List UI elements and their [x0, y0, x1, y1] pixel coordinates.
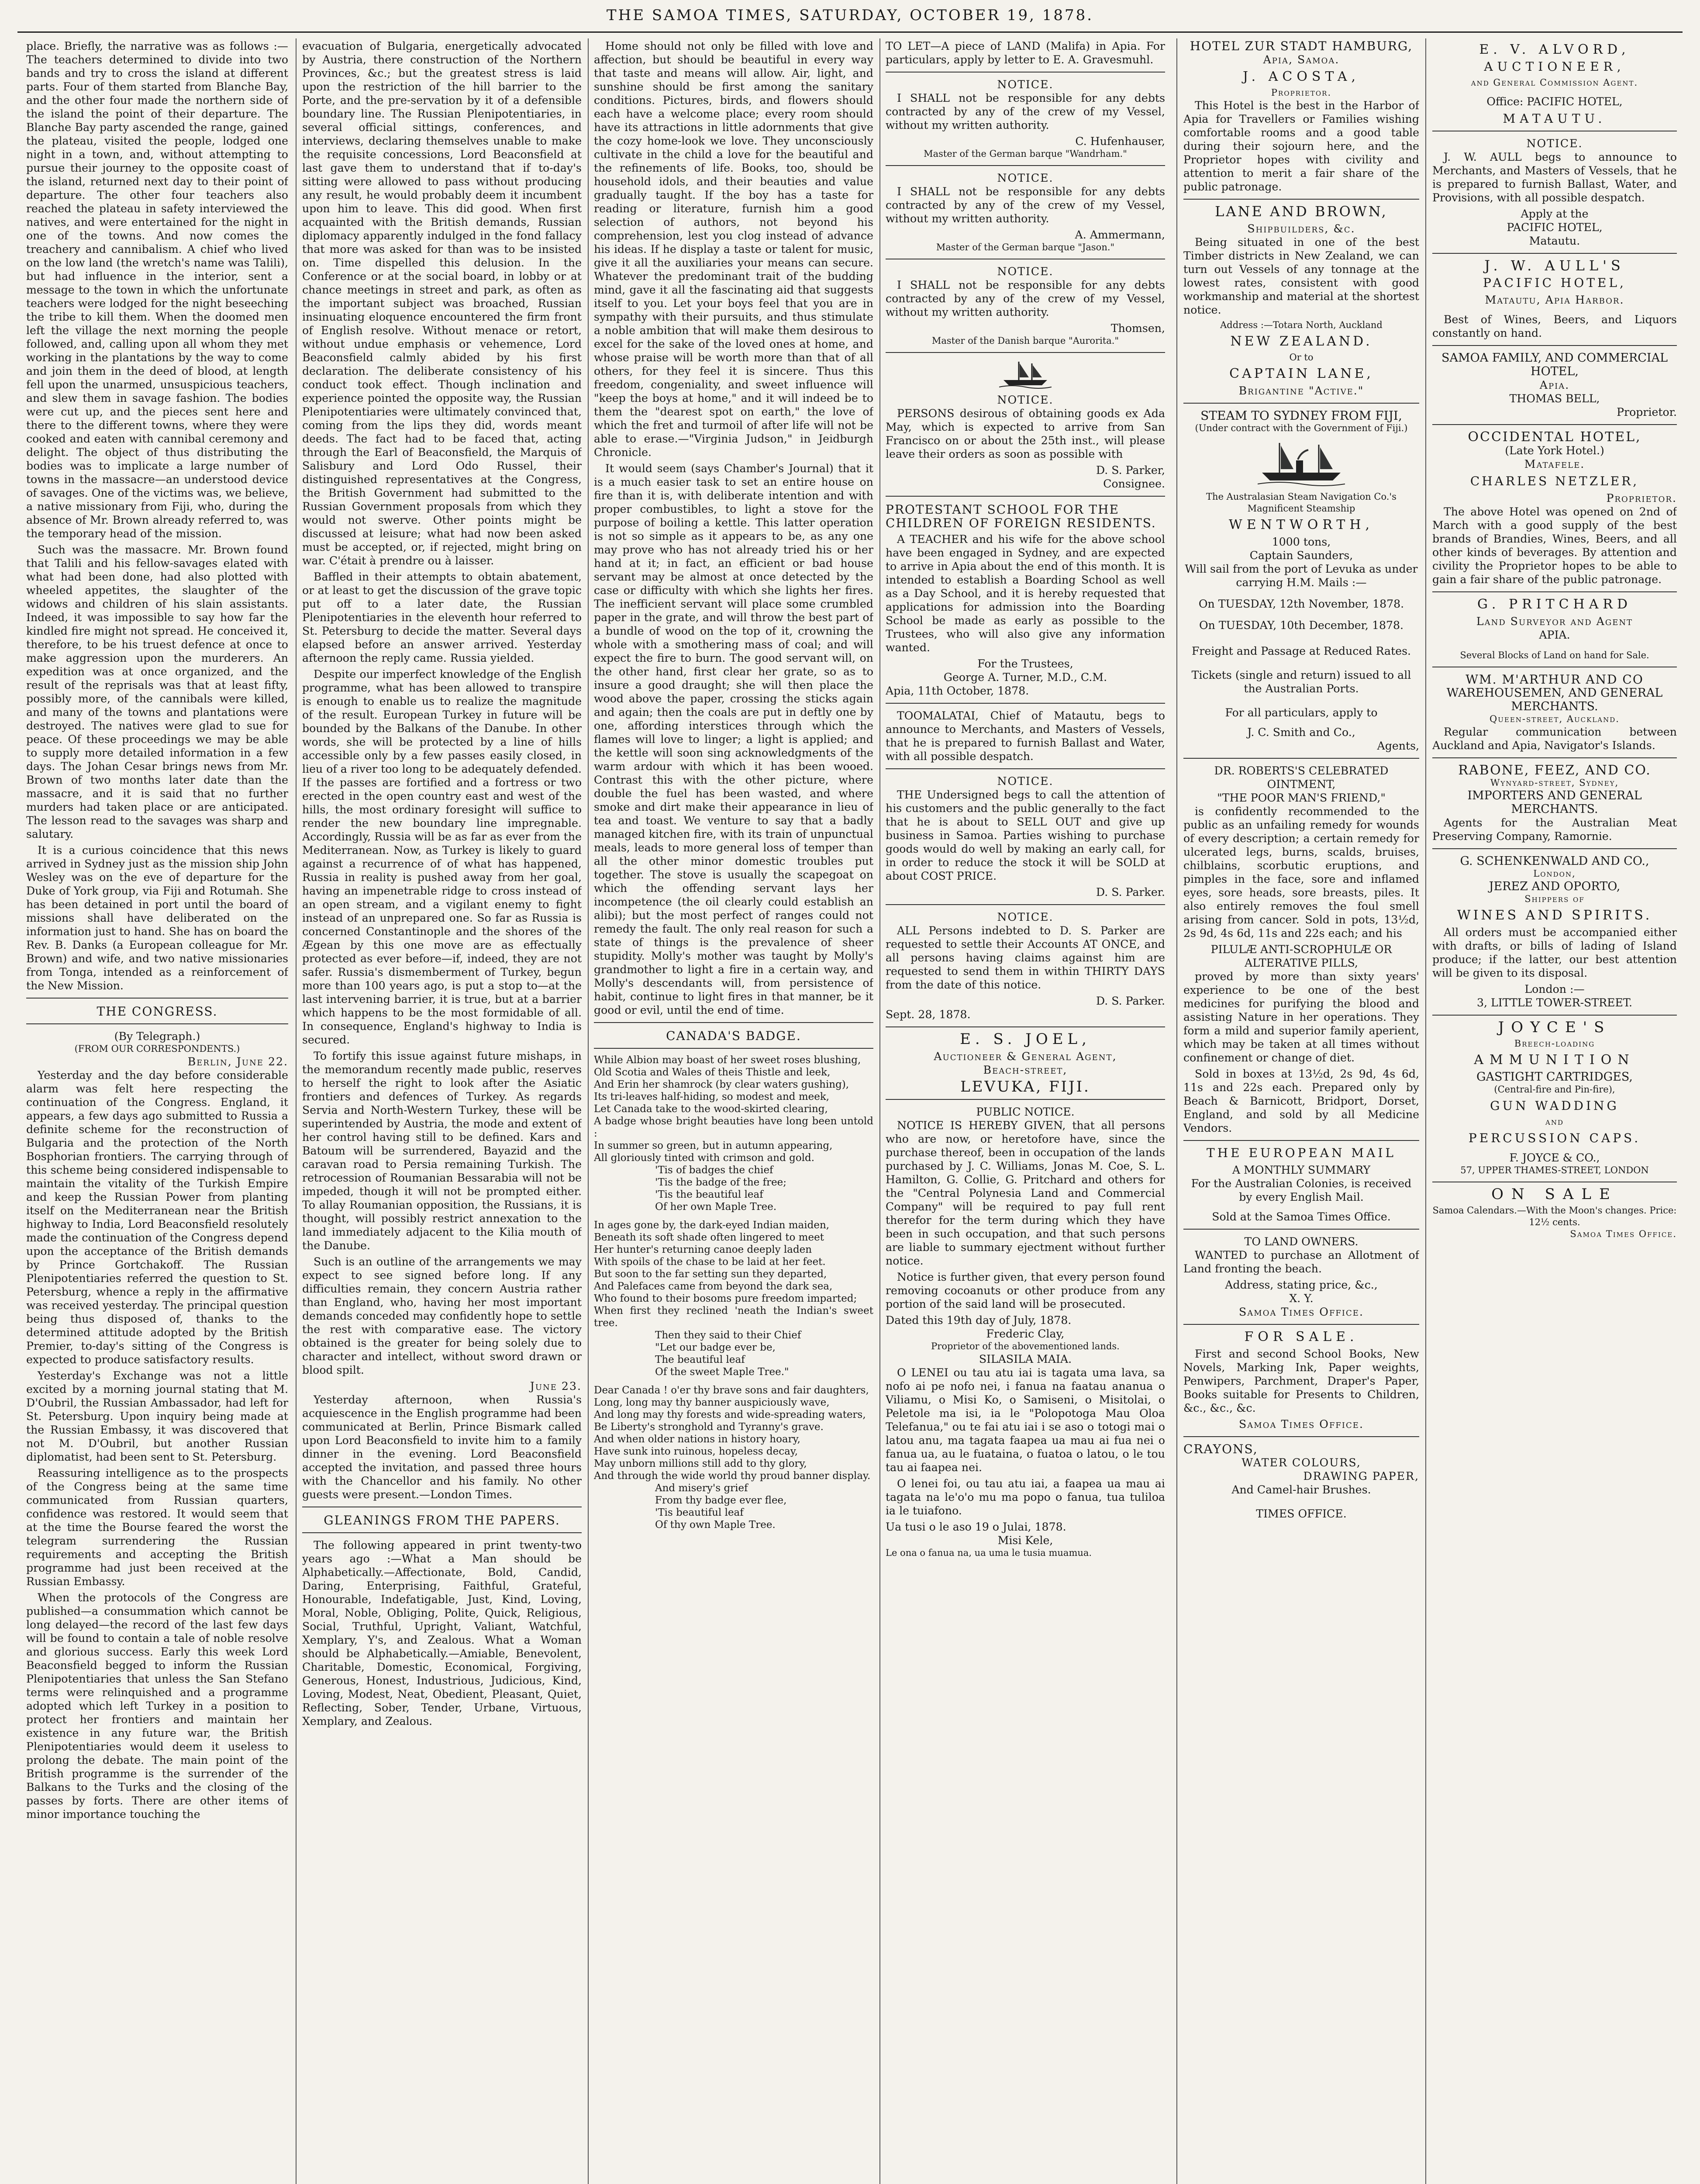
notice-signature: D. S. Parker.	[1096, 886, 1165, 898]
poem-line: "Let our badge ever be,	[655, 1342, 776, 1353]
notice-text: I SHALL not be responsible for any debts contracted by any of the crew of my Vessel, without my written authority.	[886, 92, 1165, 131]
samoa-hotel-owner: THOMAS BELL,	[1509, 392, 1600, 405]
poem-line: Be Liberty's stronghold and Tyranny's grave.	[594, 1421, 824, 1433]
ad-rule	[1432, 848, 1677, 849]
poem-line: The beautiful leaf	[655, 1354, 745, 1365]
samoan-date: Ua tusi o le aso 19 o Julai, 1878.	[886, 1521, 1066, 1533]
article-paragraph: Yesterday's Exchange was not a little excited by a morning journal stating that M. D'Oubril, the Russian Ambassador, had left for St. Petersburg. Upon inquiry being made at the Russian Embassy, it was discovered that not M. D'Oubril, but another Russian diplomatist, had been sent to St. Petersburg.	[26, 1369, 288, 1463]
ad-rule	[886, 703, 1165, 704]
article-paragraph: place. Briefly, the narrative was as follows :—The teachers determined to divide into two bands and try to cross the island at different parts. Four of them started from Blanche Bay, and the other four made the northern side of the island the point of their departure. The Blanche Bay party ascended the range, gained the plateau, visited the people, lodged one night in a town, and, without attempting to pursue their journey to the opposite coast of the island, returned next day to their point of departure. The other four teachers also reached the plateau in safety interviewed the natives, and were entertained for the night in one of the towns. And now comes the treachery and cannibalism. A chief who lived on the low land (the wretch's name was Talili), but had influence in the interior, sent a message to the town in which the unfortunate teachers were lodged for the night beseeching the tribe to kill them. When the doomed men left the village the next morning the people followed, and, calling upon all whom they met working in the plantations by the way to come and join them in the deed of blood, at length fell upon the unarmed, unsuspicious teachers, and slew them in savage fashion. The bodies were cut up, and the pieces sent here and there to the different towns, where they were cooked and eaten with cannibal ceremony and delight. The object of thus distributing the bodies was to implicate a large number of towns in the massacre—an understood device of savages. One of the victims was, we believe, a native missionary from Fiji, who, during the absence of Mr. Brown already referred to, was the temporary head of the mission.	[26, 40, 288, 540]
article-paragraph: Such is an outline of the arrangements we may expect to see signed before long. If any difficulties remain, they concern Austria rather than England, who, having her most important demands conceded may confidently hope to settle the rest with comparative ease. The victory obtained is the greater for being solely due to character and intellect, without sword drawn or blood spilt.	[302, 1255, 582, 1376]
dateline: Berlin, June 22.	[187, 1055, 288, 1068]
gsch-text: All orders must be accompanied either with drafts, or bills of lading of Island produce; if the latter, our best attention will be given to its disposal.	[1432, 926, 1677, 979]
notice-date: Sept. 28, 1878.	[886, 1008, 971, 1021]
article-paragraph: Yesterday afternoon, when Russia's acquiescence in the English programme had been communicated at Berlin, Prince Bismark called upon Lord Beaconsfield to invite him to a family dinner in the evening. Lord Beaconsfield accepted the invitation, and passed three hours with the Chancellor and his family. No other guests were present.—London Times.	[302, 1393, 582, 1501]
poem-line: And misery's grief	[655, 1482, 748, 1494]
joyce-breech: Breech-loading	[1514, 1038, 1595, 1049]
pills-text: proved by more than sixty years' experience to be one of the best medicines for purifying the blood and assisting Nature in her operations. They form a mild and superior family aperient, which may be taken at all times without confinement or change of diet.	[1183, 970, 1419, 1064]
poem-line: In summer so green, but in autumn appearing,	[594, 1140, 833, 1151]
ointment-heading: DR. ROBERTS'S CELEBRATED OINTMENT,	[1214, 764, 1389, 791]
samoa-hotel-prop: Proprietor.	[1617, 406, 1677, 418]
notice-signature: C. Hufenhauser,	[1075, 135, 1165, 148]
lane-address: Address :—Totara North, Auckland	[1220, 320, 1383, 330]
section-heading: THE CONGRESS.	[97, 1004, 218, 1019]
samoan-heading: SILASILA MAIA.	[979, 1353, 1072, 1365]
parker-notice: ALL Persons indebted to D. S. Parker are requested to settle their Accounts AT ONCE, and all persons having claims against him are requested to send them in within THIRTY DAYS from the date of this notice.	[886, 924, 1165, 991]
pritchard-role: Land Surveyor and Agent	[1476, 615, 1633, 628]
column-1	[26, 39, 288, 2184]
occ-town: Matafele.	[1524, 458, 1585, 470]
pritchard-town: APIA.	[1539, 629, 1570, 641]
steam-tickets: Tickets (single and return) issued to all the Australian Ports.	[1191, 669, 1411, 695]
poem-line: Dear Canada ! o'er thy brave sons and fair daughters,	[594, 1385, 869, 1396]
aull-town: Matautu.	[1529, 235, 1580, 247]
notice-heading: NOTICE.	[997, 911, 1054, 923]
public-notice-date: Dated this 19th day of July, 1878.	[886, 1314, 1072, 1327]
poem-line: Of the sweet Maple Tree."	[655, 1366, 789, 1378]
poem	[594, 1054, 873, 1531]
ad-rule	[886, 352, 1165, 353]
public-notice-heading: PUBLIC NOTICE.	[976, 1106, 1075, 1118]
poem-line: Old Scotia and Wales of theis Thistle and leek,	[594, 1067, 831, 1078]
aull-text: J. W. AULL begs to announce to Merchants, and Masters of Vessels, that he is prepared to furnish Ballast, Water, and Provisions, with all possible despatch.	[1432, 151, 1677, 204]
occ-owner: CHARLES NETZLER,	[1470, 474, 1639, 488]
samoan-text: O lenei foi, ou tau atu iai, a faapea ua mau ai tagata na le'o'o mu ma popo o fanua, tua tuliloa ia le tuiafono.	[886, 1477, 1165, 1517]
ad-rule	[1183, 1324, 1419, 1325]
steam-company: The Australasian Steam Navigation Co.'s Magnificent Steamship	[1206, 491, 1397, 514]
joyce-caps: PERCUSSION CAPS.	[1468, 1131, 1641, 1145]
land-heading: TO LAND OWNERS.	[1244, 1235, 1359, 1248]
alvord-town: MATAUTU.	[1503, 111, 1607, 126]
aulls-text: Best of Wines, Beers, and Liquors constantly on hand.	[1432, 313, 1677, 339]
notice-signature: Thomsen,	[1110, 322, 1165, 335]
steam-agents: Agents,	[1377, 740, 1419, 752]
poem-line: 'Tis the beautiful leaf	[655, 1189, 763, 1200]
onsale-heading: ON SALE	[1491, 1185, 1618, 1203]
aulls-where: Matautu, Apia Harbor.	[1485, 294, 1624, 306]
dateline: June 23.	[530, 1380, 582, 1393]
steam-ship: WENTWORTH,	[1228, 517, 1374, 532]
ad-rule	[886, 72, 1165, 73]
onsale-text: Samoa Calendars.—With the Moon's changes. Price: 12½ cents.	[1432, 1205, 1677, 1227]
ad-rule	[1183, 199, 1419, 200]
alvord-name: E. V. ALVORD,	[1479, 42, 1630, 57]
article-paragraph: It would seem (says Chamber's Journal) that it is a much easier task to set an entire house on fire than it is, with deliberate intention and with proper combustibles, to light a stove for the purpose of boiling a kettle. This latter operation is not so simple as it appears to be, as any one may prove who has not already tried his or her hand at it; in fact, an efficient or bad house servant may be almost at once detected by the case or difficulty with which she lights her fires. The inefficient servant will place some crumbled paper in the grate, and will throw the best part of a bundle of wood on the top of it, crowning the whole with a smothering mass of coal; and will expect the fire to burn. The good servant will, on the other hand, first clear her grate, so as to insure a good draught; she will then place the wood above the paper, crossing the sticks again and again; then the coals are put in deftly one by one, affording interstices through which the flames will love to linger; a light is applied; and the kettle will soon sing acknowledgments of the warm ardour with which it has been wooed. Contrast this with the other picture, where double the fuel has been wasted, and where smoke and dirt make their appearance in lieu of tea and toast. We venture to say that a badly managed kitchen fire, with its train of unpunctual meals, leads to more general loss of temper than all the other minor domestic troubles put together. The stove is usually the scapegoat on which the offending servant lays her incompetence (the oil clearly could establish an alibi); but the most perfect of ranges could not remedy the fault. The only real reason for such a state of things is the prevalence of sheer stupidity. Molly's mother was taught by Molly's grandmother to light a fire in a certain way, and Molly's descendants will, from persistence of habit, continue to light fires in that manner, be it good or evil, until the end of time.	[594, 462, 873, 1016]
masthead: THE SAMOA TIMES, SATURDAY, OCTOBER 19, 1878.	[606, 7, 1094, 24]
notice-text: PERSONS desirous of obtaining goods ex Ada May, which is expected to arrive from San Francisco on or about the 25th inst., will please leave their orders as soon as possible with	[886, 407, 1165, 460]
mail-subheading: A MONTHLY SUMMARY	[1232, 1164, 1371, 1176]
poem-line: And Erin her shamrock (by clear waters gushing),	[594, 1079, 849, 1090]
ad-rule	[1432, 253, 1677, 254]
poem-line: A badge whose bright beauties have long been untold :	[594, 1116, 873, 1139]
section-rule	[594, 1022, 873, 1023]
ad-rule	[1432, 1015, 1677, 1016]
lane-captain: CAPTAIN LANE,	[1229, 366, 1373, 381]
section-rule	[26, 1023, 288, 1024]
aull-apply: Apply at the	[1521, 207, 1589, 220]
gsch-trade: JEREZ AND OPORTO,	[1489, 880, 1621, 893]
public-notice-role: Proprietor of the abovementioned lands.	[931, 1341, 1120, 1351]
poem-line: Its tri-leaves half-hiding, so modest and meek,	[594, 1091, 830, 1102]
notice-text: I SHALL not be responsible for any debts contracted by any of the crew of my Vessel, without my written authority.	[886, 185, 1165, 225]
ad-rule	[1432, 757, 1677, 758]
lane-trade: Shipbuilders, &c.	[1247, 222, 1355, 235]
water-colours: WATER COLOURS,	[1241, 1456, 1361, 1469]
ad-rule	[1183, 403, 1419, 404]
lane-brig: Brigantine "Active."	[1238, 384, 1364, 397]
arthur-street: Queen-street, Auckland.	[1490, 714, 1620, 724]
school-signature: George A. Turner, M.D., C.M.	[943, 671, 1107, 684]
ointment-quote: "THE POOR MAN'S FRIEND,"	[1217, 791, 1386, 804]
public-notice-text: Notice is further given, that every person found removing cocoanuts or other produce from any portion of the said land will be prosecuted.	[886, 1271, 1165, 1310]
article-paragraph: When the protocols of the Congress are published—a consummation which cannot be long delayed—the record of the last few days will be found to contain a tale of noble resolve and glorious success. Early this week Lord Beaconsfield begged to inform the Russian Plenipotentiaries that unless the San Stefano terms were relinquished and a programme adopted which left Turkey in a position to protect her frontiers and maintain her existence in any future war, the British Plenipotentiaries would deem it useless to prolong the debate. The main point of the British programme is the surrender of the Balkans to the Turks and the closing of the passes by forts. There are other items of minor importance touching the	[26, 1591, 288, 1821]
ad-rule	[886, 1026, 1165, 1027]
aulls-name: J. W. AULL'S	[1484, 257, 1625, 274]
steam-heading: STEAM TO SYDNEY FROM FIJI,	[1200, 408, 1402, 423]
pritchard-text: Several Blocks of Land on hand for Sale.	[1460, 650, 1649, 660]
notice-heading: NOTICE.	[997, 172, 1054, 184]
column-divider	[1425, 38, 1426, 2184]
occ-prop: Proprietor.	[1606, 492, 1677, 505]
pills-heading: PILULÆ ANTI-SCROPHULÆ OR ALTERATIVE PILLS,	[1210, 943, 1392, 969]
rabone-trade: IMPORTERS AND GENERAL MERCHANTS.	[1467, 789, 1642, 816]
ad-rule	[1432, 424, 1677, 425]
arthur-text: Regular communication between Auckland and Apia, Navigator's Islands.	[1432, 726, 1677, 752]
steam-date: On TUESDAY, 12th November, 1878.	[1198, 598, 1404, 610]
occ-name: OCCIDENTAL HOTEL,	[1468, 429, 1641, 445]
column-3	[594, 39, 873, 2184]
joyce-fire: (Central-fire and Pin-fire),	[1494, 1084, 1615, 1095]
poem-line: Of her own Maple Tree.	[655, 1201, 777, 1213]
camel-brushes: And Camel-hair Brushes.	[1231, 1483, 1371, 1496]
sale-heading: FOR SALE.	[1244, 1329, 1359, 1344]
occ-text: The above Hotel was opened on 2nd of March with a good supply of the best brands of Brandies, Wines, Beers, and all other kinds of beverages. By attention and civility the Proprietor hopes to be able to gain a fair share of the public patronage.	[1432, 505, 1677, 586]
ship-icon	[999, 358, 1052, 389]
column-divider	[879, 38, 880, 2184]
section-rule	[302, 1532, 582, 1533]
samoan-signature: Misi Kele,	[997, 1534, 1053, 1547]
land-office: Samoa Times Office.	[1239, 1306, 1364, 1318]
alvord-trade: AUCTIONEER,	[1484, 59, 1625, 74]
notice-role: Consignee.	[1103, 477, 1165, 490]
joyce-company: F. JOYCE & CO.,	[1509, 1151, 1600, 1164]
poem-line: In ages gone by, the dark-eyed Indian maiden,	[594, 1220, 830, 1231]
crayons: CRAYONS,	[1183, 1442, 1258, 1456]
joel-street: Beach-street,	[983, 1064, 1068, 1076]
joel-name: E. S. JOEL,	[960, 1030, 1091, 1048]
school-date: Apia, 11th October, 1878.	[886, 684, 1029, 697]
joyce-and: and	[1545, 1116, 1564, 1127]
joel-town: LEVUKA, FIJI.	[960, 1078, 1090, 1095]
gsch-address: 3, LITTLE TOWER-STREET.	[1477, 996, 1632, 1009]
notice-heading: NOTICE.	[997, 265, 1054, 278]
hotel-owner: J. ACOSTA,	[1242, 69, 1360, 84]
notice-heading: NOTICE.	[1526, 137, 1583, 150]
toomalatai-notice: TOOMALATAI, Chief of Matautu, begs to announce to Merchants, and Masters of Vessels, that he is prepared to furnish Ballast and Water, with all possible despatch.	[886, 709, 1165, 763]
article-paragraph: Baffled in their attempts to obtain abatement, or at least to get the discussion of the grave topic put off to a later date, the Russian Plenipotentiaries in the eleventh hour referred to St. Petersburg to decide the matter. Several days elapsed before an answer arrived. Yesterday afternoon the reply came. Russia yielded.	[302, 570, 582, 664]
alvord-office: Office: PACIFIC HOTEL,	[1486, 95, 1623, 108]
poem-line: Who found to their bosoms pure freedom imparted;	[594, 1293, 857, 1304]
ad-rule	[1183, 758, 1419, 759]
column-5	[1183, 39, 1419, 2184]
column-6	[1432, 39, 1677, 2184]
school-heading: PROTESTANT SCHOOL FOR THE CHILDREN OF FOREIGN RESIDENTS.	[886, 502, 1156, 530]
poem-line: 'Tis beautiful leaf	[655, 1507, 744, 1518]
byline: (FROM OUR CORRESPONDENTS.)	[74, 1044, 240, 1054]
ad-rule	[1183, 1229, 1419, 1230]
gsch-ship: Shippers of	[1524, 894, 1585, 904]
notice-heading: NOTICE.	[997, 775, 1054, 788]
article-paragraph: Despite our imperfect knowledge of the English programme, what has been allowed to transpire is enough to enable us to realize the magnitude of the result. European Turkey in future will be bounded by the Balkans of the Danube. In other words, she will be protected by a line of hills accessible only by a few passes easily closed, in lieu of a river too long to be adequately defended. If the passes are fortified and a fortress or two erected in the open country east and west of the hills, the most ordinary foresight will suffice to render the new boundary line impregnable. Accordingly, Russia will be as far as ever from the Mediterranean. Now, as Turkey is likely to guard against a recurrence of of what has happened, Russia in reality is pushed away from her goal, having an impenetrable ridge to cross instead of an open stream, and a vigilant enemy to fight instead of an unprepared one. So far as Russia is concerned Constantinople and the shores of the Ægean by this one move are as effectually protected as ever before—if, indeed, they are not safer. Russia's dismemberment of Turkey, begun more than 100 years ago, is put a stop to—at the last intervening barrier, it is true, but at a barrier which happens to be the most formidable of all. In consequence, England's highway to India is secured.	[302, 668, 582, 1046]
rabone-text: Agents for the Australian Meat Preserving Company, Ramornie.	[1432, 816, 1677, 843]
steam-freight: Freight and Passage at Reduced Rates.	[1191, 645, 1411, 657]
joyce-name: JOYCE'S	[1498, 1019, 1611, 1036]
joyce-address: 57, UPPER THAMES-STREET, LONDON	[1460, 1165, 1649, 1175]
mail-heading: THE EUROPEAN MAIL	[1207, 1146, 1396, 1160]
parker-notice: THE Undersigned begs to call the attention of his customers and the public generally to the fact that he is about to SELL OUT and give up business in Samoa. Parties wishing to purchase goods would do well by making an early call, for in order to reduce the stock it will be SOLD at about COST PRICE.	[886, 788, 1165, 882]
lane-text: Being situated in one of the best Timber districts in New Zealand, we can turn out Vessels of any tonnage at the lowest rates, consistent with good workmanship and material at the shortest notice.	[1183, 236, 1419, 316]
section-rule	[594, 1048, 873, 1049]
steam-sail: Will sail from the port of Levuka as under carrying H.M. Mails :—	[1185, 563, 1418, 589]
mail-sold: Sold at the Samoa Times Office.	[1212, 1210, 1391, 1223]
mail-text: For the Australian Colonies, is received by every English Mail.	[1191, 1177, 1412, 1203]
ad-rule	[1183, 1140, 1419, 1141]
hotel-text: This Hotel is the best in the Harbor of Apia for Travellers or Families wishing comfortable rooms and a good table during their sojourn here, and the Proprietor hopes with civility and attention to merit a fair share of the public patronage.	[1183, 99, 1419, 193]
steam-captain: Captain Saunders,	[1249, 549, 1353, 562]
ad-rule	[886, 1099, 1165, 1100]
poem-line: Then they said to their Chief	[655, 1330, 801, 1341]
article-paragraph: Reassuring intelligence as to the prospects of the Congress being at the same time communicated from Russian quarters, confidence was restored. It would seem that at the time the Bourse feared the worst the telegram surrendering the Russian requirements and accepting the British programme had just been received at the Russian Embassy.	[26, 1467, 288, 1588]
hotel-proprietor: Proprietor.	[1271, 87, 1332, 98]
aulls-hotel: PACIFIC HOTEL,	[1483, 276, 1626, 290]
section-rule	[26, 998, 288, 999]
article-paragraph: Yesterday and the day before considerable alarm was felt here respecting the continuation of the Congress. England, it appears, a few days ago submitted to Russia a definite scheme for the reconstruction of Bulgaria and the protection of the North Bosphorian frontiers. The carrying through of this scheme being considered indispensable to maintain the vitality of the Turkish Empire and keep the Russian Power from planting itself on the Mediterranean near the British highway to India, Lord Beaconsfield resolutely made the continuation of the Congress depend upon the acceptance of the British demands by Prince Gortchakoff. The Russian Plenipotentiaries referred the question to St. Petersburg, whence a reply in the affirmative was received yesterday. The principal question being thus disposed of, thanks to the determined attitude adopted by the British Premier, to-day's sitting of the Congress is expected to produce satisfactory results.	[26, 1069, 288, 1366]
hotel-name: HOTEL ZUR STADT HAMBURG,	[1190, 39, 1413, 53]
notice-text: I SHALL not be responsible for any debts contracted by any of the crew of my Vessel, without my written authority.	[886, 279, 1165, 318]
poem-line: With spoils of the chase to be laid at her feet.	[594, 1256, 826, 1268]
poem-line: And long may thy forests and wide-spreading waters,	[594, 1409, 866, 1420]
poem-line: Her hunter's returning canoe deeply laden	[594, 1244, 812, 1255]
sale-office: Samoa Times Office.	[1239, 1418, 1364, 1431]
poem-line: While Albion may boast of her sweet roses blushing,	[594, 1054, 861, 1066]
notice-heading: NOTICE.	[997, 394, 1054, 406]
steam-agent: J. C. Smith and Co.,	[1247, 726, 1355, 739]
ad-to-let: TO LET—A piece of LAND (Malifa) in Apia. For particulars, apply by letter to E. A. Gravesmuhl.	[886, 40, 1165, 66]
ad-rule	[886, 768, 1165, 769]
land-xy: X. Y.	[1289, 1292, 1314, 1305]
notice-role: Master of the German barque "Jason."	[936, 242, 1115, 252]
samoan-role: Le ona o fanua na, ua uma le tusia muamua.	[886, 1548, 1092, 1558]
poem-line: May unborn millions still add to thy glory,	[594, 1458, 807, 1469]
poem-line: From thy badge ever flee,	[655, 1495, 787, 1506]
alvord-trade2: and General Commission Agent.	[1471, 77, 1638, 88]
article-paragraph: The following appeared in print twenty-two years ago :—What a Man should be Alphabetically.—Affectionate, Bold, Candid, Daring, Enterprising, Faithful, Grateful, Honourable, Indefatigable, Just, Kind, Loving, Moral, Noble, Obliging, Polite, Quick, Religious, Social, Truthful, Upright, Valiant, Watchful, Xemplary, Y's, and Zealous. What a Woman should be Alphabetically.—Amiable, Benevolent, Charitable, Domestic, Economical, Forgiving, Generous, Honest, Industrious, Judicious, Kind, Loving, Modest, Neat, Obedient, Pleasant, Quiet, Reflecting, Sober, Tender, Urbane, Virtuous, Xemplary, and Zealous.	[302, 1539, 582, 1728]
times-office: TIMES OFFICE.	[1256, 1507, 1347, 1520]
article-paragraph: evacuation of Bulgaria, energetically advocated by Austria, there construction of the Northern Provinces, &c.; but the greatest stress is laid upon the restriction of the hill barrier to the Porte, and the pre-servation by it of a defensible boundary line. The Russian Plenipotentiaries, in several official sittings, conferences, and interviews, declaring themselves unable to make the requisite concessions, Lord Beaconsfield at last gave them to understand that if to-day's sitting were allowed to pass without producing any result, he would probably deem it incumbent upon him to leave. This did good. When first acquainted with the British demands, Russian diplomacy apparently indulged in the fond fallacy that more was asked for than was to be insisted on. Time dispelled this delusion. In the Conference or at the social board, in lobby or at chance meetings in street and park, as often as the important subject was broached, Russian insinuating eloquence encountered the firm front of English resolve. Without menace or retort, without undue emphasis or vehemence, Lord Beaconsfield calmly abided by his first declaration. The deliberate consistency of his conduct took effect. Though inclination and experience pointed the opposite way, the Russian Plenipotentiaries were ultimately convinced that, coming from the lips they did, words meant deeds. The fact had to be faced that, acting through the Earl of Beaconsfield, the Marquis of Salisbury and Lord Odo Russel, their distinguished representatives at the Congress, the British Government had submitted to the Russian Government proposals from which they would not swerve. Other points might be discussed at leisure; what had now been asked must be accepted, or, if rejected, might bring on war. C'était à prendre ou à laisser.	[302, 40, 582, 567]
samoa-hotel-name: SAMOA FAMILY, AND COMMERCIAL HOTEL,	[1441, 351, 1668, 378]
poem-line: All gloriously tinted with crimson and gold.	[594, 1152, 815, 1164]
drawing-paper: DRAWING PAPER,	[1303, 1470, 1419, 1482]
poem-line: When first they reclined 'neath the Indian's sweet tree.	[594, 1305, 873, 1329]
article-paragraph: Home should not only be filled with love and affection, but should be beautiful in every way that taste and means will allow. Air, light, and sunshine should be first among the sanitary conditions. Pictures, birds, and flowers should each have a welcome place; every room should have its attractions in little adornments that give the cozy home-look we love. They unconsciously cultivate in the child a love for the beautiful and the refinements of life. Books, too, should be household idols, and their beauties and value gradually taught. If the boy has a taste for reading or literature, furnish him a good selection of authors, not beyond his comprehension, lest you clog instead of advance his ideas. If he display a taste or talent for music, give it all the auxiliaries your means can secure. Whatever the predominant trait of the budding mind, gave it all the fascinating aid that suggests itself to you. Let your boys feel that you are in sympathy with their pursuits, and thus stimulate a noble ambition that will make them desirous to excel for the sake of the loved ones at home, and whose praise will be worth more than that of all others, for they feel it is sincere. Thus this freedom, congeniality, and sweet influence will "keep the boys at home," and it will indeed be to them the "dearest spot on earth," the love of which the fret and turmoil of after life will not be able to erase.—"Virginia Judson," in Jeidburgh Chronicle.	[594, 40, 873, 459]
byline: (By Telegraph.)	[114, 1030, 200, 1043]
samoa-hotel-town: Apia.	[1539, 379, 1570, 391]
column-divider	[1176, 38, 1177, 2184]
section-heading: CANADA'S BADGE.	[666, 1029, 801, 1043]
poem-line: Beneath its soft shade often lingered to meet	[594, 1232, 824, 1243]
column-4	[886, 39, 1165, 2184]
notice-signature: D. S. Parker.	[1096, 995, 1165, 1007]
column-divider	[296, 38, 297, 2184]
poem-line: And Palefaces came from beyond the dark sea,	[594, 1281, 833, 1292]
steam-date: On TUESDAY, 10th December, 1878.	[1199, 619, 1404, 632]
poem-line: Long, long may thy banner auspiciously wave,	[594, 1397, 830, 1408]
joyce-ammo: AMMUNITION	[1474, 1052, 1635, 1068]
joyce-wadding: GUN WADDING	[1490, 1099, 1619, 1113]
pills-text: Sold in boxes at 13½d, 2s 9d, 4s 6d, 11s and 22s each. Prepared only by Beach & Barnicott, Bridport, Dorset, England, and sold by all Medicine Vendors.	[1183, 1068, 1419, 1134]
steam-tons: 1000 tons,	[1272, 536, 1331, 548]
notice-role: Master of the German barque "Wandrham."	[924, 149, 1127, 159]
article-paragraph: It is a curious coincidence that this news arrived in Sydney just as the mission ship John Wesley was on the eve of departure for the Duke of York group, via Fiji and Rotumah. She has been detained in port until the board of missions shall have deliberated on the information just to hand. She has on board the Rev. B. Danks (a European colleague for Mr. Brown) and wife, and two native missionaries from Tonga, intended as a reinforcement of the New Mission.	[26, 844, 288, 992]
notice-role: Master of the Danish barque "Aurorita."	[931, 335, 1119, 346]
poem-line: And when older nations in history hoary,	[594, 1434, 800, 1445]
poem-line: 'Tis the badge of the free;	[655, 1177, 787, 1188]
section-heading: GLEANINGS FROM THE PAPERS.	[324, 1513, 560, 1527]
poem-line: And through the wide world thy proud banner display.	[594, 1470, 871, 1482]
hotel-town: Apia, Samoa.	[1263, 53, 1340, 66]
gsch-london: London :—	[1524, 983, 1585, 995]
poem-line: But soon to the far setting sun they departed,	[594, 1268, 827, 1280]
arthur-name: WM. M'ARTHUR AND CO	[1466, 672, 1644, 687]
ad-rule	[1183, 1436, 1419, 1437]
lane-country: NEW ZEALAND.	[1230, 334, 1372, 349]
school-for: For the Trustees,	[977, 657, 1073, 670]
onsale-office: Samoa Times Office.	[1570, 1229, 1677, 1239]
school-text: A TEACHER and his wife for the above school have been engaged in Sydney, and are expected to arrive in Apia about the end of this month. It is intended to establish a Boarding School as well as a Day School, and it is hereby requested that applications for admission into the Boarding School be made as early as possible to the Trustees, who will also give any information wanted.	[886, 533, 1165, 654]
sale-text: First and second School Books, New Novels, Marking Ink, Paper weights, Penwipers, Parchment, Draper's Paper, Books suitable for Presents to Children, &c., &c., &c.	[1183, 1348, 1419, 1414]
gsch-name: G. SCHENKENWALD AND CO.,	[1460, 854, 1649, 868]
public-notice-signature: Frederic Clay,	[986, 1327, 1065, 1340]
ad-rule	[886, 165, 1165, 166]
poem-line: Of thy own Maple Tree.	[655, 1519, 776, 1531]
rabone-name: RABONE, FEEZ, AND CO.	[1458, 763, 1651, 778]
gsch-wines: WINES AND SPIRITS.	[1457, 908, 1652, 923]
ad-rule	[1432, 345, 1677, 346]
gsch-town: London,	[1533, 868, 1576, 879]
notice-signature: A. Ammermann,	[1075, 228, 1165, 241]
land-address: Address, stating price, &c.,	[1225, 1279, 1378, 1291]
steamship-icon	[1258, 439, 1345, 487]
rabone-street: Wynyard-street, Sydney,	[1490, 778, 1619, 788]
joel-role: Auctioneer & General Agent,	[934, 1050, 1117, 1063]
article-paragraph: Such was the massacre. Mr. Brown found that Talili and his fellow-savages elated with what had been done, had also plotted with wheeled appetites, the slaughter of the widows and children of his slain assistants. Indeed, it was impossible to say how far the kindled fire might not spread. He conceived it, therefore, to be his truest defence at once to make aggression upon the murderers. An expedition was at once organized, and the result of the reprisals was that at least fifty, possibly more, of the cannibals were killed, and many of the towns and plantations were destroyed. The natives were glad to sue for peace. Of these proceedings we may be able to supply more detailed information in a few days. The Johan Cesar brings news from Mr. Brown of two months later date than the massacre, and it is said that no further murders had taken place or are anticipated. The lesson read to the savages was sharp and salutary.	[26, 543, 288, 840]
column-divider	[588, 38, 589, 2184]
poem-line: Have sunk into ruinous, hopeless decay,	[594, 1446, 798, 1457]
poem-line: 'Tis of badges the chief	[655, 1165, 773, 1176]
pritchard-name: G. PRITCHARD	[1477, 597, 1632, 612]
masthead-rule	[17, 31, 1683, 33]
public-notice-text: NOTICE IS HEREBY GIVEN, that all persons who are now, or heretofore have, since the purchase thereof, been in occupation of the lands purchased by J. C. Williams, Jonas M. Coe, S. L. Hamilton, G. Collie, G. Pritchard and others for the "Central Polynesia Land and Commercial Company" will be required to pay full rent therefor for the term during which they have been in such occupation, and that such persons are liable to summary ejectment without further notice.	[886, 1119, 1165, 1267]
ad-rule	[1432, 591, 1677, 592]
ad-rule	[886, 904, 1165, 905]
ad-rule	[886, 496, 1165, 497]
land-text: WANTED to purchase an Allotment of Land fronting the beach.	[1183, 1249, 1419, 1275]
occ-late: (Late York Hotel.)	[1505, 444, 1604, 457]
joyce-cartridges: GASTIGHT CARTRIDGES,	[1476, 1070, 1633, 1084]
notice-signature: D. S. Parker,	[1096, 464, 1165, 477]
aull-hotel: PACIFIC HOTEL,	[1507, 221, 1603, 234]
arthur-trade: WAREHOUSEMEN, AND GENERAL MERCHANTS.	[1446, 686, 1663, 713]
steam-subheading: (Under contract with the Government of Fiji.)	[1195, 423, 1408, 433]
column-2	[302, 39, 582, 2184]
samoan-text: O LENEI ou tau atu iai is tagata uma lava, sa nofo ai pe nofo nei, i fanua na faatau ananua o Viliamu, o Misi Ko, o Samiseni, o Misitolai, o Peletole ma isi, ia le "Polopotoga Mau Oloa Telefanua," ou te fai atu iai i se aso o totogi mai o latou anu, ma tagata faapea ua mau ai fua nei o fanua ua, au le fuataina, o fuatoa o latou, o le tou tau ai faapea nei.	[886, 1366, 1165, 1474]
lane-or: Or to	[1289, 352, 1314, 363]
steam-apply: For all particulars, apply to	[1225, 706, 1378, 719]
notice-heading: NOTICE.	[997, 78, 1054, 91]
poem-line: Let Canada take to the wood-skirted clearing,	[594, 1103, 828, 1115]
ointment-text: is confidently recommended to the public as an unfailing remedy for wounds of every description; a certain remedy for ulcerated legs, burns, scalds, bruises, chilblains, scorbutic eruptions, and pimples in the face, sore and inflamed eyes, sore heads, sore breasts, piles. It also entirely removes the foul smell arising from cancer. Sold in pots, 13½d, 2s 9d, 4s 6d, 11s and 22s each; and his	[1183, 805, 1419, 940]
article-paragraph: To fortify this issue against future mishaps, in the memorandum recently made public, reserves to herself the right to look after the Asiatic frontiers and defences of Turkey. As regards Servia and North-Western Turkey, these will be superintended by Austria, the mode and extent of her control having still to be defined. Kars and Batoum will be surrendered, Bayazid and the caravan road to Persia remaining Turkish. The retrocession of Roumanian Bessarabia will not be impeded, though it will not be prompted either. To allay Roumanian opposition, the Russians, it is thought, will possibly restrict annexation to the land immediately adjacent to the Kilia mouth of the Danube.	[302, 1050, 582, 1252]
lane-name: LANE AND BROWN,	[1215, 203, 1388, 220]
